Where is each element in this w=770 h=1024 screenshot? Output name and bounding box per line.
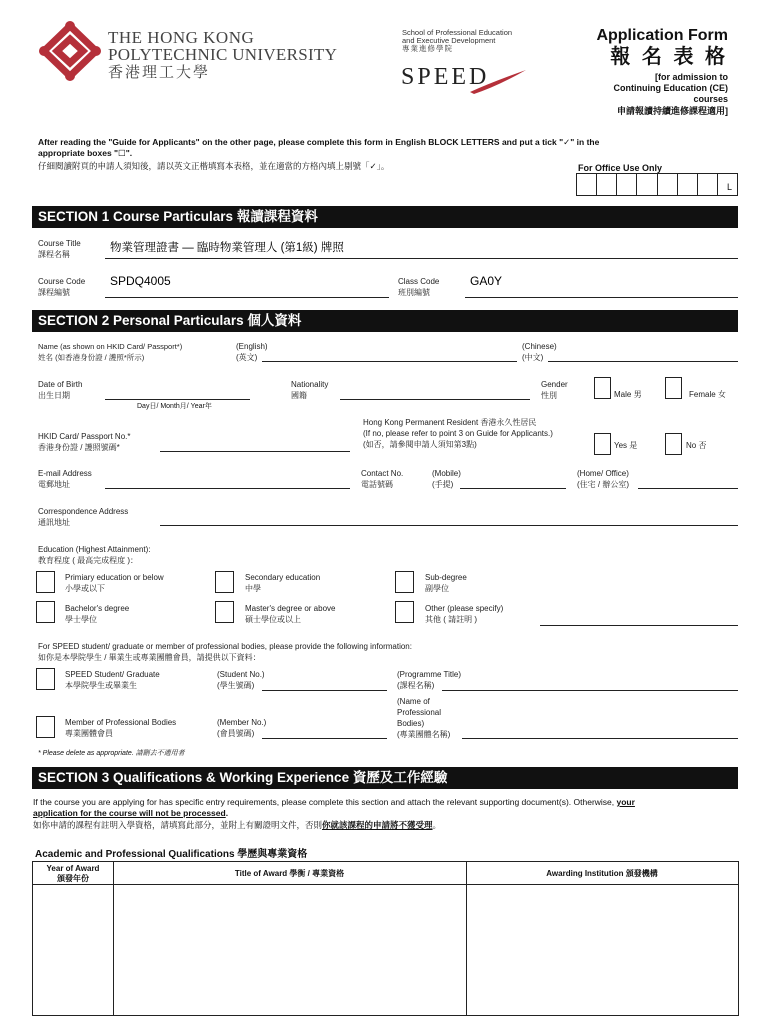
member-label: Member of Professional Bodies 專業團體會員 (65, 718, 177, 738)
address-line[interactable] (160, 525, 738, 526)
speed-info-label: For SPEED student/ graduate or member of professional bodies, please provide the following information: 如你是本學院學生 / 畢業生或專業團體會員，請提供以下資料： (38, 642, 412, 662)
school-name-en-2: and Executive Development (402, 36, 496, 45)
dob-label: Date of Birth 出生日期 (38, 380, 83, 400)
body-name-label: (Name of Professional Bodies) (專業團體名稱) (397, 697, 451, 739)
mobile-label: (Mobile) (手提) (432, 469, 461, 489)
edu-primary-label: Primiary education or below 小學或以下 (65, 573, 164, 593)
female-checkbox[interactable] (665, 377, 682, 399)
english-name-label: (English) (英文) (236, 342, 268, 362)
class-code-line (465, 297, 738, 298)
english-name-line[interactable] (262, 361, 517, 362)
university-name-en-1: THE HONG KONG (108, 28, 255, 47)
intro-en-2: appropriate boxes "☐". (38, 148, 133, 158)
section3-header: SECTION 3 Qualifications & Working Experience 資歷及工作經驗 (32, 767, 738, 789)
qualifications-row-input[interactable] (33, 885, 738, 1015)
form-subtitle-2: Continuing Education (CE) (613, 83, 728, 93)
school-name-en-1: School of Professional Education (402, 28, 513, 37)
member-checkbox[interactable] (36, 716, 55, 738)
office-use-last-letter: L (726, 182, 732, 192)
female-label: Female 女 (689, 390, 726, 399)
hkpr-no-checkbox[interactable] (665, 433, 682, 455)
edu-bachelor-label: Bachelor's degree 學士學位 (65, 604, 130, 624)
body-name-line[interactable] (462, 738, 738, 739)
email-label: E-mail Address 電郵地址 (38, 469, 92, 489)
hkpr-yes-label: Yes 是 (614, 441, 638, 450)
hkpr-no-label: No 否 (686, 441, 707, 450)
hkpr-yes-checkbox[interactable] (594, 433, 611, 455)
course-code-label: Course Code 課程編號 (38, 277, 86, 297)
name-label: Name (as shown on HKID Card/ Passport*) 姓名 (如香港身份證 / 護照*所示) (38, 342, 183, 362)
hkid-label: HKID Card/ Passport No.* 香港身份證 / 護照號碼* (38, 432, 131, 452)
office-use-label: For Office Use Only (578, 163, 663, 173)
hkid-line[interactable] (160, 451, 350, 452)
male-checkbox[interactable] (594, 377, 611, 399)
member-no-line[interactable] (262, 738, 387, 739)
qualifications-table (32, 861, 739, 1016)
course-code-line (105, 297, 389, 298)
office-use-boxes (576, 173, 738, 196)
section3-para-en: If the course you are applying for has specific entry requirements, please complete this section and attach the relevant supporting document(s). Otherwise, your application for the course will not be processed. (33, 797, 635, 818)
university-name-zh: 香港理工大學 (108, 64, 211, 81)
university-name-en-2: POLYTECHNIC UNIVERSITY (108, 45, 338, 64)
intro-zh: 仔細閱讀附頁的申請人須知後，請以英文正楷填寫本表格，並在適當的方格內填上剔號「✓」。 (38, 161, 390, 171)
programme-title-label: (Programme Title) (課程名稱) (397, 670, 462, 690)
edu-bachelor-checkbox[interactable] (36, 601, 55, 623)
section3-para-zh: 如你申請的課程有註明入學資格，請填寫此部分，並附上有關證明文件，否則你就該課程的申請將不獲受理。 (33, 820, 442, 830)
section2-header: SECTION 2 Personal Particulars 個人資料 (32, 310, 738, 332)
edu-other-line[interactable] (540, 625, 738, 626)
mobile-line[interactable] (460, 488, 566, 489)
email-line[interactable] (105, 488, 350, 489)
student-no-label: (Student No.) (學生號碼) (217, 670, 265, 690)
edu-other-label: Other (please specify) 其他 ( 請註明 ) (425, 604, 504, 624)
nationality-label: Nationality 國籍 (291, 380, 329, 400)
edu-primary-checkbox[interactable] (36, 571, 55, 593)
chinese-name-label: (Chinese) (中文) (522, 342, 557, 362)
form-subtitle-4: 申請報讀持續進修課程適用] (617, 106, 728, 116)
chinese-name-line[interactable] (548, 361, 738, 362)
edu-subdegree-label: Sub-degree 副學位 (425, 573, 467, 593)
delete-note: * Please delete as appropriate. 請刪去不適用者 (38, 750, 185, 757)
edu-other-checkbox[interactable] (395, 601, 414, 623)
intro-en-1: After reading the "Guide for Applicants" on the other page, please complete this form in English BLOCK LETTERS and put a tick "✓" in the (38, 137, 600, 147)
student-no-line[interactable] (262, 690, 387, 691)
col-award-header: Title of Award 學衡 / 專業資格 (234, 869, 345, 878)
form-title-en: Application Form (596, 27, 728, 44)
edu-master-checkbox[interactable] (215, 601, 234, 623)
section1-header: SECTION 1 Course Particulars 報讀課程資料 (32, 206, 738, 228)
home-office-line[interactable] (638, 488, 738, 489)
dob-hint: Day日/ Month月/ Year年 (137, 403, 212, 410)
qualifications-table-title: Academic and Professional Qualifications 學歷與專業資格 (35, 849, 308, 860)
home-office-label: (Home/ Office) (住宅 / 辦公室) (577, 469, 629, 489)
programme-title-line[interactable] (442, 690, 738, 691)
male-label: Male 男 (614, 390, 642, 399)
edu-master-label: Master's degree or above 碩士學位或以上 (245, 604, 336, 624)
hkpr-label: Hong Kong Permanent Resident 香港永久性居民 (If no, please refer to point 3 on Guide for Applicants.) (如否，請參閱申請人須知第3點) (363, 418, 553, 449)
course-code-value[interactable]: SPDQ4005 (110, 274, 171, 288)
dob-line[interactable] (105, 399, 250, 400)
education-label: Education (Highest Attainment): 教育程度 ( 最高完成程度 )： (38, 545, 151, 565)
speed-logo: SPEED (401, 64, 490, 90)
form-subtitle-1: [for admission to (654, 72, 728, 82)
col-year-header: Year of Award 頒發年份 (46, 864, 100, 883)
edu-subdegree-checkbox[interactable] (395, 571, 414, 593)
course-title-value[interactable]: 物業管理證書 — 臨時物業管理人 (第1級) 牌照 (110, 242, 344, 254)
school-name-zh: 專業進修學院 (402, 44, 453, 53)
edu-secondary-checkbox[interactable] (215, 571, 234, 593)
speed-student-label: SPEED Student/ Graduate 本學院學生或畢業生 (65, 670, 160, 690)
class-code-value[interactable]: GA0Y (470, 274, 503, 288)
nationality-line[interactable] (340, 399, 530, 400)
course-title-line (105, 258, 738, 259)
speed-swoosh-icon (468, 66, 528, 94)
form-title-zh: 報 名 表 格 (610, 46, 728, 68)
polyu-logo-icon (38, 20, 102, 82)
form-subtitle-3: courses (693, 94, 728, 104)
member-no-label: (Member No.) (會員號碼) (217, 718, 267, 738)
speed-student-checkbox[interactable] (36, 668, 55, 690)
edu-secondary-label: Secondary education 中學 (245, 573, 321, 593)
address-label: Correspondence Address 通訊地址 (38, 507, 129, 527)
gender-label: Gender 性別 (541, 380, 568, 400)
course-title-label: Course Title 課程名稱 (38, 239, 81, 259)
class-code-label: Class Code 班別編號 (398, 277, 440, 297)
contact-label: Contact No. 電話號碼 (361, 469, 404, 489)
col-institution-header: Awarding Institution 頒發機構 (546, 869, 658, 878)
